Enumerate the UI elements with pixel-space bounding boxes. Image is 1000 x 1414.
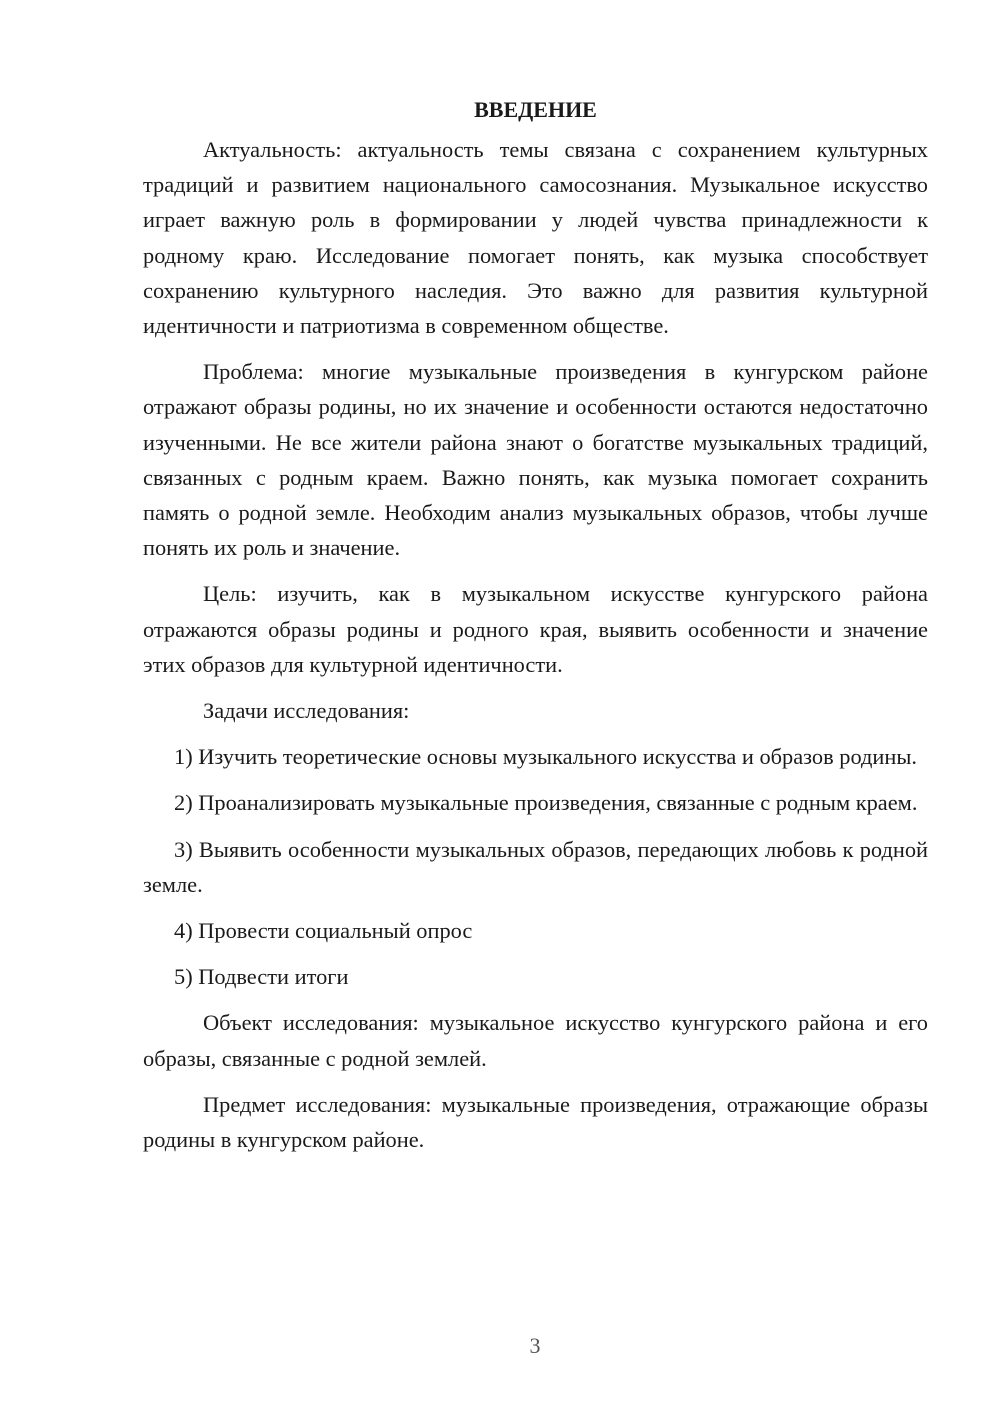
page-title: ВВЕДЕНИЕ bbox=[474, 97, 597, 122]
object-paragraph: Объект исследования: музыкальное искусство кунгурского района и его образы, связанные с родной землей. bbox=[143, 1010, 928, 1071]
document-page bbox=[143, 92, 928, 1168]
subject-paragraph: Предмет исследования: музыкальные произведения, отражающие образы родины в кунгурском районе. bbox=[143, 1091, 928, 1153]
task-item: 5) Подвести итоги bbox=[174, 964, 349, 990]
task-item: 1) Изучить теоретические основы музыкального искусства и образов родины. bbox=[174, 744, 918, 770]
page-number: 3 bbox=[529, 1333, 541, 1358]
task-item: 2) Проанализировать музыкальные произведения, связанные с родным краем. bbox=[174, 790, 918, 816]
tasks-heading: Задачи исследования: bbox=[203, 698, 410, 724]
task-item: 4) Провести социальный опрос bbox=[174, 918, 473, 944]
goal-paragraph: Цель: изучить, как в музыкальном искусстве кунгурского района отражаются образы родины и родного края, выявить особенности и значение этих образов для культурной идентичности. bbox=[143, 581, 928, 677]
problem-paragraph: Проблема: многие музыкальные произведения в кунгурском районе отражают образы родины, но их значение и особенности остаются недостаточно изученными. Не все жители района знают о богатстве музыкальных традиций, связанных с родным краем. Важно понять, как музыка помогает сохранить память о родной земле. Необходим анализ музыкальных образов, чтобы лучше понять их роль и значение. bbox=[143, 359, 928, 561]
task-item: 3) Выявить особенности музыкальных образов, передающих любовь к родной земле. bbox=[143, 836, 928, 897]
relevance-paragraph: Актуальность: актуальность темы связана с сохранением культурных традиций и развитием национального самосознания. Музыкальное искусство играет важную роль в формировании у людей чувства принадлежности к родному краю. Исследование помогает понять, как музыка способствует сохранению культурного наследия. Это важно для развития культурной идентичности и патриотизма в современном обществе. bbox=[143, 137, 928, 339]
